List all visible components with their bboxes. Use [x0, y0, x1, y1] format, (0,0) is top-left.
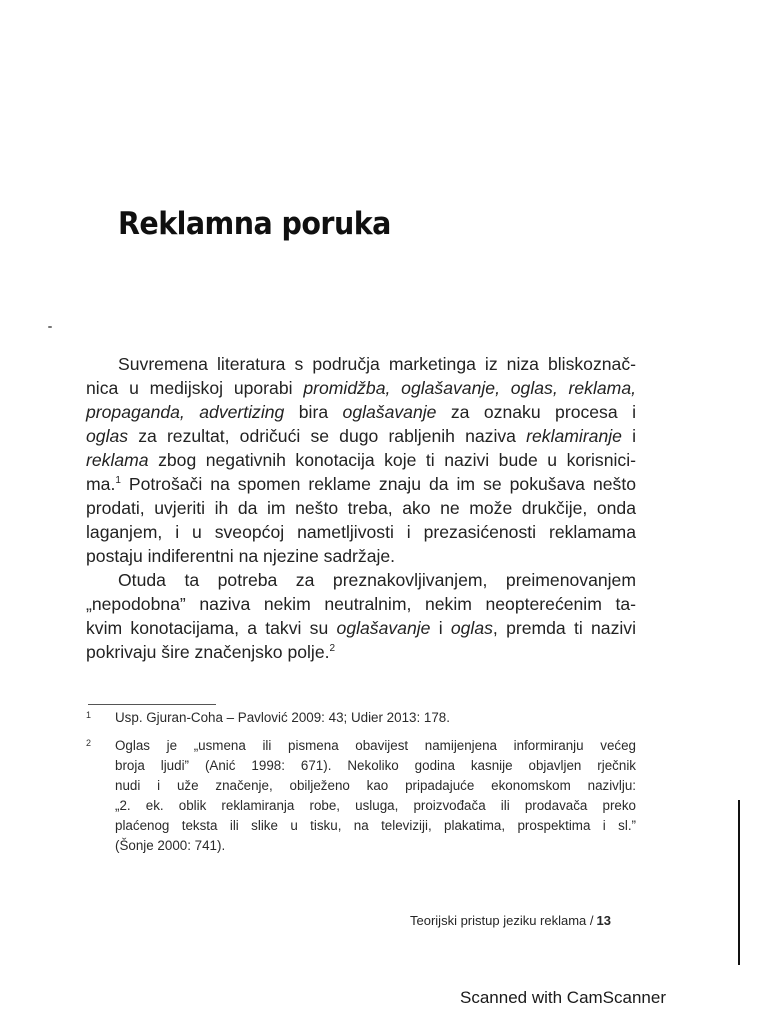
footnotes: [86, 708, 636, 864]
body-line: [86, 520, 636, 544]
italic-term: oglašavanje: [336, 618, 431, 638]
scan-speck: [48, 326, 52, 328]
running-head: Teorijski pristup jeziku reklama /: [410, 913, 594, 928]
footnote-line: „2. ek. oblik reklamiranja robe, usluga, proizvođača ili prodavača preko: [115, 798, 636, 813]
body-line: [86, 592, 636, 616]
text-segment: ma.: [86, 474, 116, 494]
text-segment: laganjem, i u sveopćoj nametljivosti i prezasićenosti reklamama: [86, 522, 636, 542]
text-segment: bira: [284, 402, 343, 422]
text-segment: pokrivaju šire značenjsko polje.: [86, 642, 330, 662]
body-line: [86, 472, 636, 496]
text-segment: za rezultat, odričući se dugo rabljenih naziva: [128, 426, 527, 446]
footnote-line: Oglas je „usmena ili pismena obavijest namijenjena informiranju većeg: [115, 738, 636, 753]
italic-term: oglas: [450, 618, 493, 638]
body-line: [86, 448, 636, 472]
footnote-ref: 1: [115, 475, 121, 486]
text-segment: nica u medijskoj uporabi: [86, 378, 304, 398]
italic-term: propaganda, advertizing: [86, 402, 285, 422]
text-segment: kvim konotacijama, a takvi su: [86, 618, 337, 638]
text-segment: i: [621, 426, 637, 446]
running-footer: [410, 913, 611, 928]
italic-term: oglašavanje: [342, 402, 437, 422]
footnote-line: Usp. Gjuran-Coha – Pavlović 2009: 43; Udier 2013: 178.: [115, 710, 450, 725]
scan-edge-line: [738, 800, 740, 965]
text-segment: za oznaku procesa i: [436, 402, 636, 422]
text-segment: prodati, uvjeriti ih da im nešto treba, ako ne može drukčije, onda: [86, 498, 636, 518]
footnote: [86, 708, 636, 728]
body-line: [86, 424, 636, 448]
italic-term: reklamiranje: [526, 426, 622, 446]
text-segment: Potrošači na spomen reklame znaju da im se pokušava nešto: [120, 474, 636, 494]
italic-term: promidžba, oglašavanje, oglas, reklama,: [303, 378, 636, 398]
text-segment: „nepodobna” naziva nekim neutralnim, nekim neopterećenim ta-: [86, 594, 636, 614]
body-line: [86, 352, 636, 376]
italic-term: reklama: [86, 450, 149, 470]
footnote-line: broja ljudi” (Anić 1998: 671). Nekoliko godina kasnije objavljen rječnik: [115, 758, 636, 773]
text-segment: Otuda ta potreba za preznakovljivanjem, preimenovanjem: [118, 570, 636, 590]
text-segment: zbog negativnih konotacija koje ti nazivi bude u korisnici-: [148, 450, 636, 470]
scanner-watermark: Scanned with CamScanner: [460, 988, 667, 1007]
footnote-line: nudi i uže značenje, obilježeno kao pripadajuće ekonomskom nazivlju:: [115, 778, 636, 793]
footnote-ref: 2: [329, 643, 336, 654]
italic-term: oglas: [86, 426, 129, 446]
footnote-line: plaćenog teksta ili slike u tisku, na televiziji, plakatima, prospektima i sl.”: [115, 818, 636, 833]
body-line: [86, 640, 636, 664]
body-line: [86, 496, 636, 520]
body-line: [86, 376, 636, 400]
body-line: [86, 544, 636, 568]
footnote-line: (Šonje 2000: 741).: [115, 838, 226, 853]
footnote: [86, 736, 636, 856]
text-segment: , premda ti nazivi: [492, 618, 637, 638]
body-line: [86, 616, 636, 640]
text-segment: i: [430, 618, 451, 638]
footnote-number: 1: [86, 710, 92, 720]
chapter-title: Reklamna poruka: [118, 206, 391, 242]
footnote-separator: [88, 704, 216, 705]
body-line: [86, 400, 636, 424]
text-segment: Suvremena literatura s područja marketinga iz niza bliskoznač-: [118, 354, 636, 374]
footnote-number: 2: [86, 738, 92, 748]
body-line: [86, 568, 636, 592]
page-number: 13: [596, 913, 611, 928]
body-paragraphs: [86, 352, 636, 664]
text-segment: postaju indiferentni na njezine sadržaje.: [86, 546, 396, 566]
